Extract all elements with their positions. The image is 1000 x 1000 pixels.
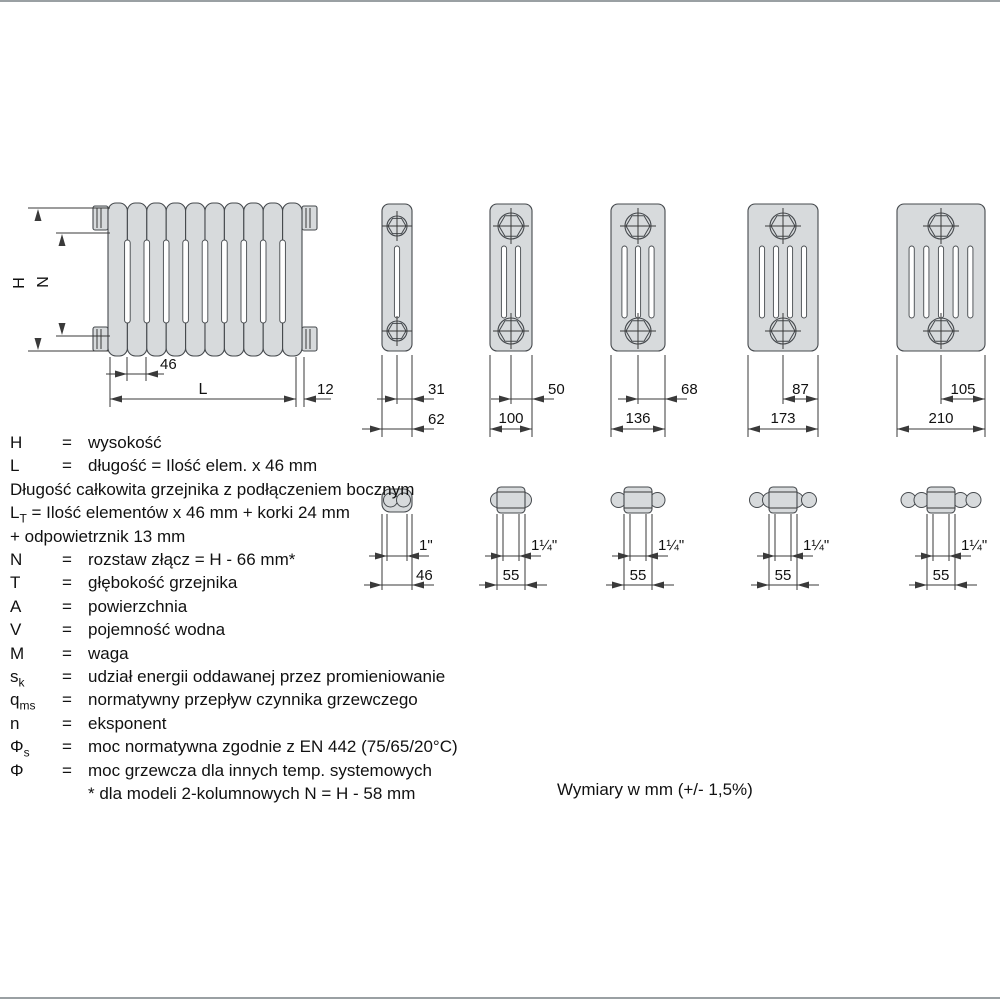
column-gap-slot <box>163 240 169 323</box>
legend-row-4 <box>10 525 550 548</box>
legend-row-2 <box>10 478 550 501</box>
legend-row-3 <box>10 501 550 524</box>
arrow-right <box>284 396 296 403</box>
depth-label: 100 <box>498 410 524 427</box>
legend-equals: = <box>62 550 72 570</box>
section-slot <box>649 246 654 318</box>
legend-note: + odpowietrznik 13 mm <box>10 526 186 546</box>
element-pitch-label: 55 <box>932 567 950 584</box>
legend-row-8 <box>10 618 550 641</box>
legend-description: rozstaw złącz = H - 66 mm* <box>88 550 296 570</box>
legend-row-9 <box>10 642 550 665</box>
depth-label: 62 <box>428 411 445 428</box>
section-slot <box>394 246 399 318</box>
column-gap-slot <box>144 240 150 323</box>
half-depth-label: 105 <box>950 381 976 398</box>
arrow-up <box>35 209 42 221</box>
legend-symbol: $q_{ms}$ <box>10 690 36 713</box>
section-slot <box>622 246 627 318</box>
cross-section-5col <box>748 204 818 351</box>
section-slot <box>773 246 778 318</box>
legend-row-6 <box>10 571 550 594</box>
arrow-left <box>665 396 677 403</box>
arrow-right <box>612 582 624 589</box>
legend-description: waga <box>88 643 129 663</box>
section-slot <box>909 246 914 318</box>
legend-row-11 <box>10 688 550 711</box>
depth-label: 173 <box>770 410 796 427</box>
arrow-left <box>412 396 424 403</box>
legend-description: długość = Ilość elem. x 46 mm <box>88 456 318 476</box>
element-width-46-label: 46 <box>160 356 177 373</box>
legend-symbol: $\Phi_s$ <box>10 737 30 760</box>
section-slot <box>968 246 973 318</box>
arrow-right <box>385 396 397 403</box>
section-slot <box>501 246 506 318</box>
top-plug <box>927 487 955 513</box>
legend-equals: = <box>62 760 72 780</box>
top-tube-circle <box>966 493 981 508</box>
legend-symbol: M <box>10 643 25 663</box>
cross-section-2col <box>382 204 412 351</box>
legend-symbol: T <box>10 573 21 593</box>
section-slot <box>515 246 520 318</box>
arrow-left <box>304 396 316 403</box>
legend-row-5 <box>10 548 550 571</box>
bottom-page-rule <box>0 997 1000 999</box>
arrow-up <box>59 234 66 246</box>
top-plug <box>624 487 652 513</box>
element-pitch-label: 55 <box>629 567 647 584</box>
arrow-left <box>797 582 809 589</box>
column-gap-slot <box>260 240 266 323</box>
legend-equals: = <box>62 713 72 733</box>
connection-size-label: 1¼" <box>658 537 685 554</box>
legend-row-0 <box>10 431 550 454</box>
arrow-left <box>532 396 544 403</box>
depth-label: 210 <box>928 410 954 427</box>
legend-equals: = <box>62 596 72 616</box>
radiator-front-view <box>11 203 334 407</box>
top-plug <box>769 487 797 513</box>
column-gap-slot <box>125 240 131 323</box>
legend-equals: = <box>62 737 72 757</box>
column-gap-slot <box>183 240 189 323</box>
legend-note: * dla modeli 2-kolumnowych N = H - 58 mm <box>88 784 416 804</box>
legend-description: moc grzewcza dla innych temp. systemowych <box>88 760 432 780</box>
section-slot <box>759 246 764 318</box>
legend-equals: = <box>62 573 72 593</box>
legend-description: wysokość <box>88 433 162 452</box>
element-pitch-label: 55 <box>774 567 792 584</box>
arrow-left <box>146 371 158 378</box>
half-depth-label: 31 <box>428 381 445 398</box>
section-6col <box>897 204 987 590</box>
top-tube-circle <box>802 493 817 508</box>
legend-symbol: V <box>10 620 22 640</box>
dimensions-footnote: Wymiary w mm (+/- 1,5%) <box>557 780 753 799</box>
pitch-n-label: N <box>35 276 52 288</box>
half-depth-label: 68 <box>681 381 698 398</box>
element-pitch-label: 46 <box>416 567 433 584</box>
length-l-label: L <box>198 381 208 398</box>
arrow-left <box>110 396 122 403</box>
legend-equals: = <box>62 667 72 687</box>
legend-equals: = <box>62 643 72 663</box>
legend-note: $L_T$ = Ilość elementów x 46 mm + korki 24 mm <box>10 503 350 526</box>
column-gap-slot <box>241 240 247 323</box>
legend-symbol: n <box>10 713 20 733</box>
legend-symbol: Φ <box>10 760 24 780</box>
legend-symbol: L <box>10 456 20 476</box>
connection-size-label: 1¼" <box>531 537 558 554</box>
legend-description: eksponent <box>88 713 167 733</box>
half-depth-label: 87 <box>792 381 809 398</box>
arrow-right <box>115 371 127 378</box>
legend-row-15 <box>10 782 550 805</box>
arrow-right <box>915 582 927 589</box>
legend-description: głębokość grzejnika <box>88 573 238 593</box>
half-depth-label: 50 <box>548 381 565 398</box>
arrow-right <box>626 396 638 403</box>
top-view-4col <box>611 487 665 513</box>
legend-equals: = <box>62 456 72 476</box>
section-5col <box>748 204 829 590</box>
legend-equals: = <box>62 690 72 710</box>
legend-note: Długość całkowita grzejnika z podłączeniem bocznym <box>10 479 415 499</box>
legend-equals: = <box>62 620 72 640</box>
connection-size-label: 1¼" <box>803 537 830 554</box>
connection-size-label: 1" <box>419 537 433 554</box>
arrow-right <box>757 582 769 589</box>
legend-description: moc normatywna zgodnie z EN 442 (75/65/20°C) <box>88 737 458 757</box>
arrow-right <box>499 396 511 403</box>
height-h-label: H <box>11 277 28 289</box>
section-slot <box>801 246 806 318</box>
section-slot <box>635 246 640 318</box>
legend-description: pojemność wodna <box>88 620 226 640</box>
column-gap-slot <box>280 240 286 323</box>
connection-size-label: 1¼" <box>961 537 988 554</box>
arrow-left <box>611 426 623 433</box>
element-pitch-label: 55 <box>502 567 520 584</box>
arrow-right <box>653 426 665 433</box>
arrow-right <box>973 426 985 433</box>
column-gap-slot <box>202 240 208 323</box>
legend-equals: = <box>62 433 72 452</box>
section-slot <box>787 246 792 318</box>
legend-symbol: N <box>10 550 23 570</box>
section-slot <box>924 246 929 318</box>
top-view-6col <box>901 487 981 513</box>
cross-section-6col <box>897 204 985 351</box>
depth-label: 136 <box>625 410 651 427</box>
legend-description: normatywny przepływ czynnika grzewczego <box>88 690 418 710</box>
arrow-left <box>955 582 967 589</box>
section-4col <box>606 204 698 590</box>
legend-row-13 <box>10 735 550 758</box>
cross-section-3col <box>490 204 532 351</box>
legend-row-10 <box>10 665 550 688</box>
legend-description: udział energii oddawanej przez promieniowanie <box>88 667 446 687</box>
cross-section-4col <box>611 204 665 351</box>
legend-symbol: A <box>10 596 22 616</box>
arrow-down <box>59 323 66 335</box>
legend-symbol: H <box>10 433 23 452</box>
legend-description: powierzchnia <box>88 596 188 616</box>
arrow-left <box>748 426 760 433</box>
arrow-down <box>35 338 42 350</box>
legend-row-1 <box>10 454 550 477</box>
symbol-legend <box>10 431 550 806</box>
arrow-right <box>806 426 818 433</box>
legend-row-12 <box>10 712 550 735</box>
section-slot <box>938 246 943 318</box>
arrow-left <box>652 582 664 589</box>
top-view-5col <box>750 487 817 513</box>
section-slot <box>953 246 958 318</box>
end-offset-12-label: 12 <box>317 381 334 398</box>
arrow-left <box>897 426 909 433</box>
legend-symbol: $s_k$ <box>10 667 25 690</box>
legend-row-7 <box>10 595 550 618</box>
column-gap-slot <box>222 240 228 323</box>
legend-row-14 <box>10 759 550 782</box>
